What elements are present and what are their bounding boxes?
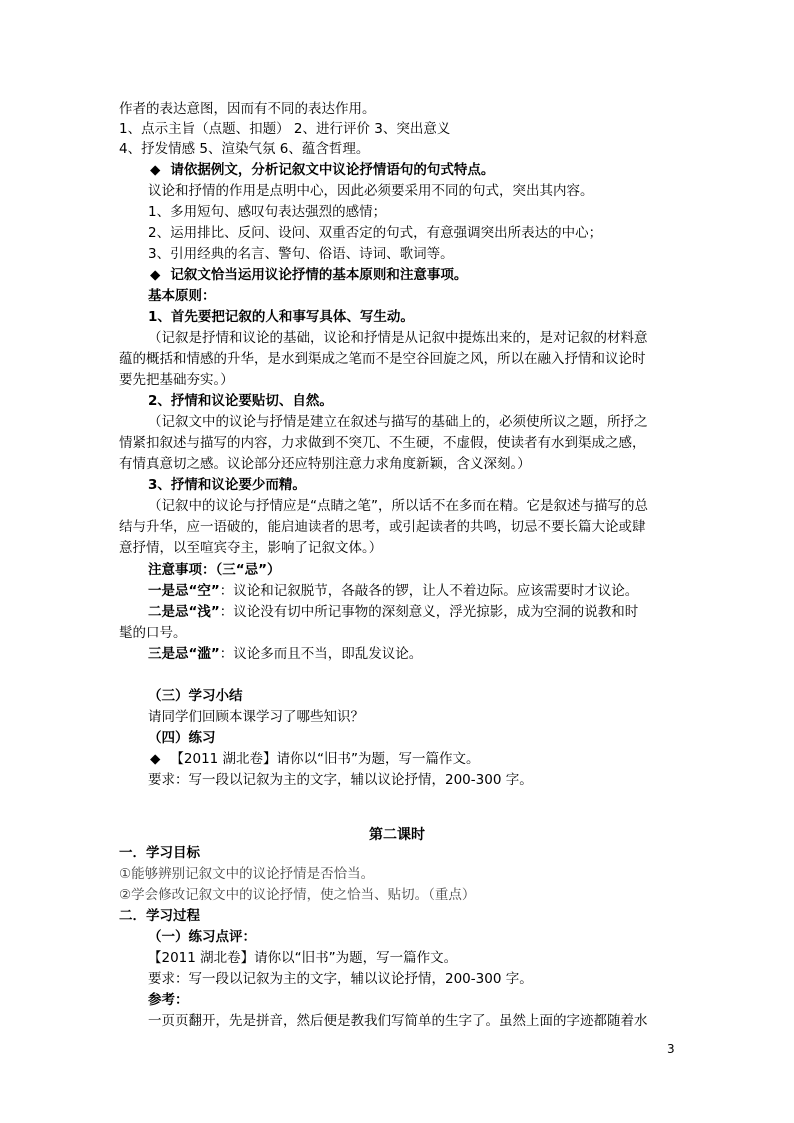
lesson-title: 第二课时 [369,827,425,843]
diamond-bullet-icon: ◆ [150,751,161,767]
section-heading: （三）学习小结 [148,688,243,704]
text-line: 一页页翻开，先是拼音，然后便是教我们写简单的生字了。虽然上面的字迹都随着水 [148,1013,648,1029]
taboo-line: 一是忌“空”：议论和记叙脱节，各敲各的锣，让人不着边际。应该需要时才议论。 [148,583,639,599]
text-line: 3、引用经典的名言、警句、俗语、诗词、歌词等。 [148,246,454,262]
text-line: 要求：写一段以记叙为主的文字，辅以议论抒情，200-300 字。 [148,971,533,987]
bullet-heading: ◆ 记叙文恰当运用议论抒情的基本原则和注意事项。 [150,267,468,283]
text-line: 意抒情，以至喧宾夺主，影响了记叙文体。） [119,540,383,556]
section-heading: （一）练习点评： [148,929,256,945]
principle-heading: 3、抒情和议论要少而精。 [148,477,306,493]
text-line: （记叙文中的议论与抒情是建立在叙述与描写的基础上的，必须使所议之题，所抒之 [148,414,648,430]
text-line: 要求：写一段以记叙为主的文字，辅以议论抒情，200-300 字。 [148,772,533,788]
text-line: 1、点示主旨（点题、扣题） 2、进行评价 3、突出意义 [119,121,451,137]
text-line: 议论和抒情的作用是点明中心，因此必须要采用不同的句式，突出其内容。 [148,183,594,199]
section-heading: 注意事项：（三“忌”） [148,562,281,578]
principle-heading: 2、抒情和议论要贴切、自然。 [148,393,333,409]
page-number: 3 [667,1042,675,1056]
text-line: 1、多用短句、感叹句表达强烈的感情； [148,204,387,220]
text-line: 【2011 湖北卷】请你以“旧书”为题，写一篇作文。 [148,950,458,966]
text-line: 有情真意切之感。议论部分还应特别注意力求角度新颖，含义深刻。） [119,456,531,472]
text-line: 髦的口号。 [119,625,187,641]
section-heading: 基本原则： [148,288,216,304]
taboo-line: 三是忌“滥”：议论多而且不当，即乱发议论。 [148,646,423,662]
text-line: （记叙中的议论与抒情应是“点睛之笔”，所以话不在多而在精。它是叙述与描写的总 [148,498,648,514]
text-line: 结与升华，应一语破的，能启迪读者的思考，或引起读者的共鸣，切忌不要长篇大论或肆 [119,519,646,535]
objective-line: ①能够辨别记叙文中的议论抒情是否恰当。 [119,866,375,882]
exercise-line: ◆ 【2011 湖北卷】请你以“旧书”为题，写一篇作文。 [150,751,480,767]
taboo-line: 二是忌“浅”：议论没有切中所记事物的深刻意义，浮光掠影，成为空洞的说教和时 [148,604,639,620]
section-heading: （四）练习 [148,730,216,746]
text-line: 蕴的概括和情感的升华，是水到渠成之笔而不是空谷回旋之风，所以在融入抒情和议论时 [119,351,646,367]
text-line: 请同学们回顾本课学习了哪些知识？ [148,709,364,725]
text-line: 情紧扣叙述与描写的内容，力求做到不突兀、不生硬，不虚假，使读者有水到渠成之感， [119,435,646,451]
text-line: 4、抒发情感 5、渲染气氛 6、蕴含哲理。 [119,141,370,157]
section-heading: 二．学习过程 [119,908,200,924]
text-line: 要先把基础夯实。） [119,372,234,388]
objective-line: ②学会修改记叙文中的议论抒情，使之恰当、贴切。（重点） [119,887,476,903]
section-heading: 一．学习目标 [119,845,200,861]
diamond-bullet-icon: ◆ [150,162,161,178]
text-line: 2、运用排比、反问、设问、双重否定的句式，有意强调突出所表达的中心； [148,225,603,241]
section-heading: 参考： [148,992,189,1008]
text-line: 作者的表达意图，因而有不同的表达作用。 [119,101,376,117]
bullet-heading: ◆ 请依据例文，分析记叙文中议论抒情语句的句式特点。 [150,162,495,178]
diamond-bullet-icon: ◆ [150,267,161,283]
text-line: （记叙是抒情和议论的基础，议论和抒情是从记叙中提炼出来的，是对记叙的材料意 [148,330,648,346]
principle-heading: 1、首先要把记叙的人和事写具体、写生动。 [148,309,414,325]
